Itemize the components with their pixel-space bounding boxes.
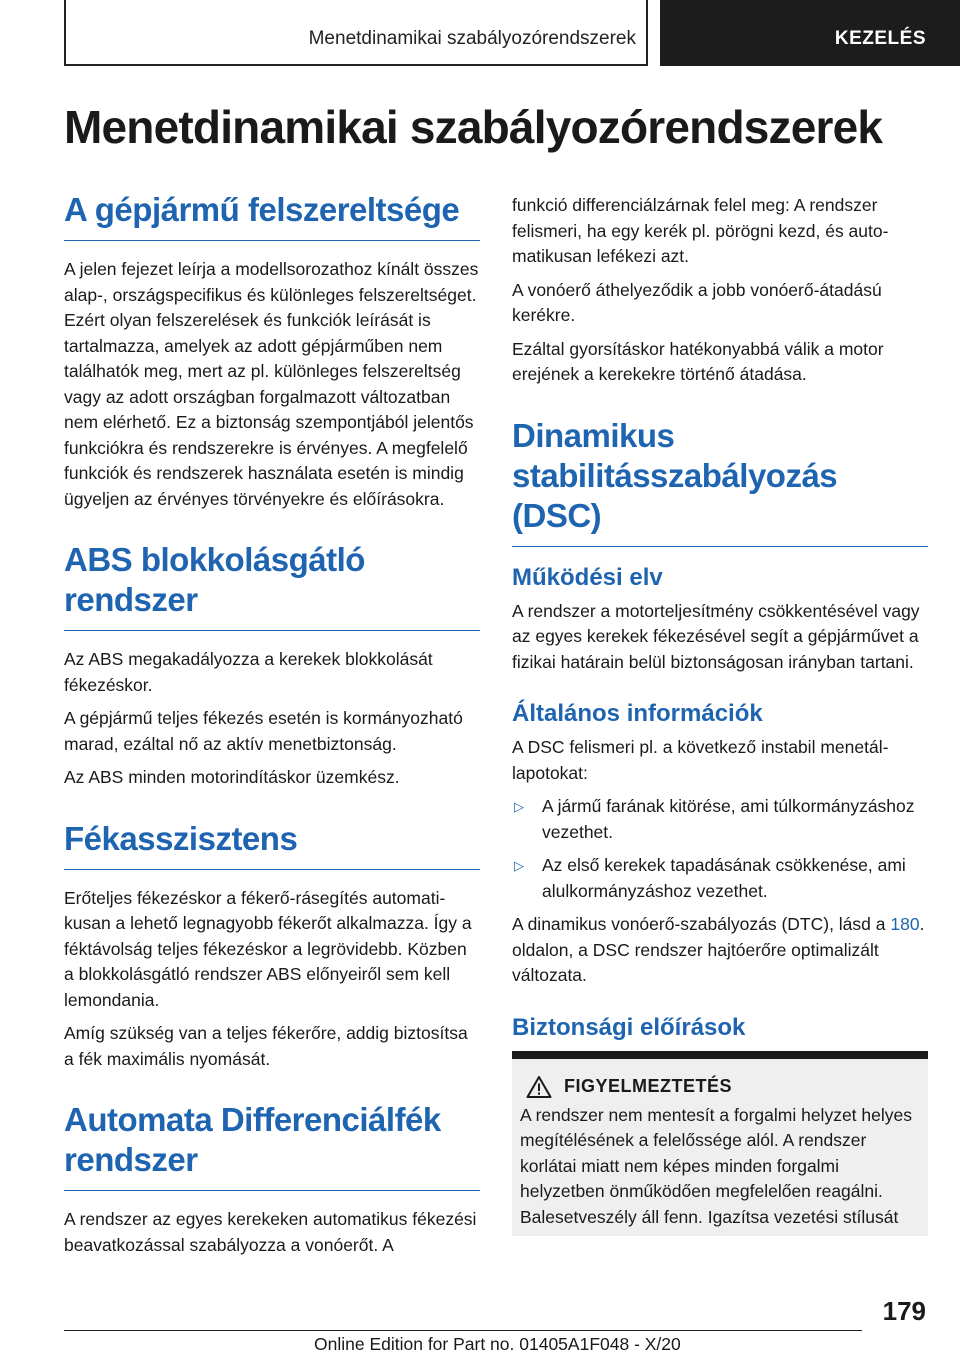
paragraph-felszereltseg: A jelen fejezet leírja a modellsorozathoz kínált összes alap-, országspecifikus és különleges felszereltséget. Ezért olyan felszerelések és funkciók leírását is tartalmazza, amelyek az adott gépjárműben nem találhatók meg, mert az pl. különleges felszereltség vagy az adott országban forgalmazott változatban nem elérhető. Ez a biztonság szempontjából jelentős funkciókra és rendszerekre is érvényes. A megfelelő funkciók és rendszerek használata esetén is mindig ügyeljen az érvényes törvényekre és előírásokra.	[64, 259, 479, 509]
subheading-altalanos-informaciok: Általános információk	[512, 700, 763, 727]
triangle-right-icon: ▷	[514, 799, 524, 814]
footer-edition-text: Online Edition for Part no. 01405A1F048 - X/20	[314, 1334, 681, 1354]
warning-text: A rendszer nem mentesít a forgalmi helyzet helyes megítélésének a felelőssége alól. A rendszer korlátai miatt nem képes minden forgalmi helyzetben önműködően megfelelően reagálni. Balesetveszély áll fenn. Igazítsa vezetési stílusát	[520, 1104, 912, 1227]
chapter-tab	[660, 0, 960, 66]
list-item-text: Az első kerekek tapadásának csökkenése, ami alulkormányzáshoz vezethet.	[542, 855, 906, 901]
warning-title: FIGYELMEZTETÉS	[564, 1076, 733, 1096]
paragraph-abs-2: A gépjármű teljes fékezés esetén is kormányozható marad, ezáltal nő az aktív menetbiztonság.	[64, 708, 463, 754]
page-number: 179	[882, 1296, 926, 1326]
paragraph-cont-2: A vonóerő áthelyeződik a jobb vonóerő-átadású kerékre.	[512, 279, 882, 325]
page-title: Menetdinamikai szabályozórendszerek	[64, 101, 883, 153]
paragraph-fekasszisztens-2: Amíg szükség van a teljes fékerőre, addig biztosítsa a fék maximális nyomását.	[64, 1023, 468, 1069]
left-column	[64, 190, 480, 1266]
paragraph-abs-1: Az ABS megakadályozza a kerekek blokkolását fékezéskor.	[64, 649, 433, 695]
list-item	[512, 853, 928, 904]
triangle-right-icon: ▷	[514, 858, 524, 873]
paragraph-cont-3: Ezáltal gyorsításkor hatékonyabbá válik a motor erejének a kerekekre történő átadása.	[512, 338, 884, 384]
footer-divider	[64, 1330, 862, 1331]
warning-triangle-icon	[526, 1075, 552, 1099]
paragraph-mukodesi-elv: A rendszer a motorteljesítmény csökkentésével vagy az egyes kerekek fékezésével segít a gépjárművet a fizikai határain belül biztonságosan irányban tartani.	[512, 600, 920, 672]
heading-abs: ABS blokkolásgátló rendszer	[64, 540, 480, 631]
heading-felszereltseg: A gépjármű felszereltsége	[64, 190, 480, 241]
heading-differencialfek: Automata Differenciálfék rendszer	[64, 1100, 480, 1191]
list-item-text: A jármű farának kitörése, ami túlkormányzáshoz vezethet.	[542, 796, 915, 842]
warning-box	[512, 1051, 928, 1237]
running-header	[64, 0, 648, 66]
running-header-title: Menetdinamikai szabályozórendszerek	[308, 28, 636, 49]
heading-fekasszisztens: Fékasszisztens	[64, 819, 480, 870]
page-reference-link[interactable]: 180	[890, 914, 920, 934]
warning-header	[526, 1075, 920, 1099]
paragraph-cont-1: funkció differenciálzárnak felel meg: A rendszer felismeri, ha egy kerék pl. pörögni kezd, és automatikusan lefékezi azt.	[512, 195, 889, 266]
paragraph-altalanos-informaciok: A DSC felismeri pl. a következő instabil menetállapotokat:	[512, 737, 889, 783]
chapter-tab-label: KEZELÉS	[834, 28, 926, 49]
paragraph-differencialfek: A rendszer az egyes kerekeken automatikus fékezési beavatkozással szabályozza a vonóerőt. A	[64, 1209, 477, 1255]
list-item	[512, 794, 928, 845]
paragraph-abs-3: Az ABS minden motorindításkor üzemkész.	[64, 767, 400, 787]
heading-dsc: Dinamikus stabilitásszabályozás (DSC)	[512, 416, 928, 547]
subheading-biztonsagi-eloirasok: Biztonsági előírások	[512, 1013, 746, 1041]
paragraph-dtc-reference: A dinamikus vonóerő-szabályozás (DTC), lásd a 180. oldalon, a DSC rendszer hajtóerőre optimalizált változata.	[512, 914, 925, 985]
right-column	[512, 193, 928, 1236]
paragraph-fekasszisztens-1: Erőteljes fékezéskor a fékerő-rásegítés automatikusan a lehető legnagyobb fékerőt alkalmazza. Így a féktávolság teljes fékezéskor a legrövidebb. Közben a blokkolásgátló rendszer ABS előnyeiről sem kell lemondania.	[64, 887, 472, 1010]
subheading-mukodesi-elv: Működési elv	[512, 563, 663, 591]
